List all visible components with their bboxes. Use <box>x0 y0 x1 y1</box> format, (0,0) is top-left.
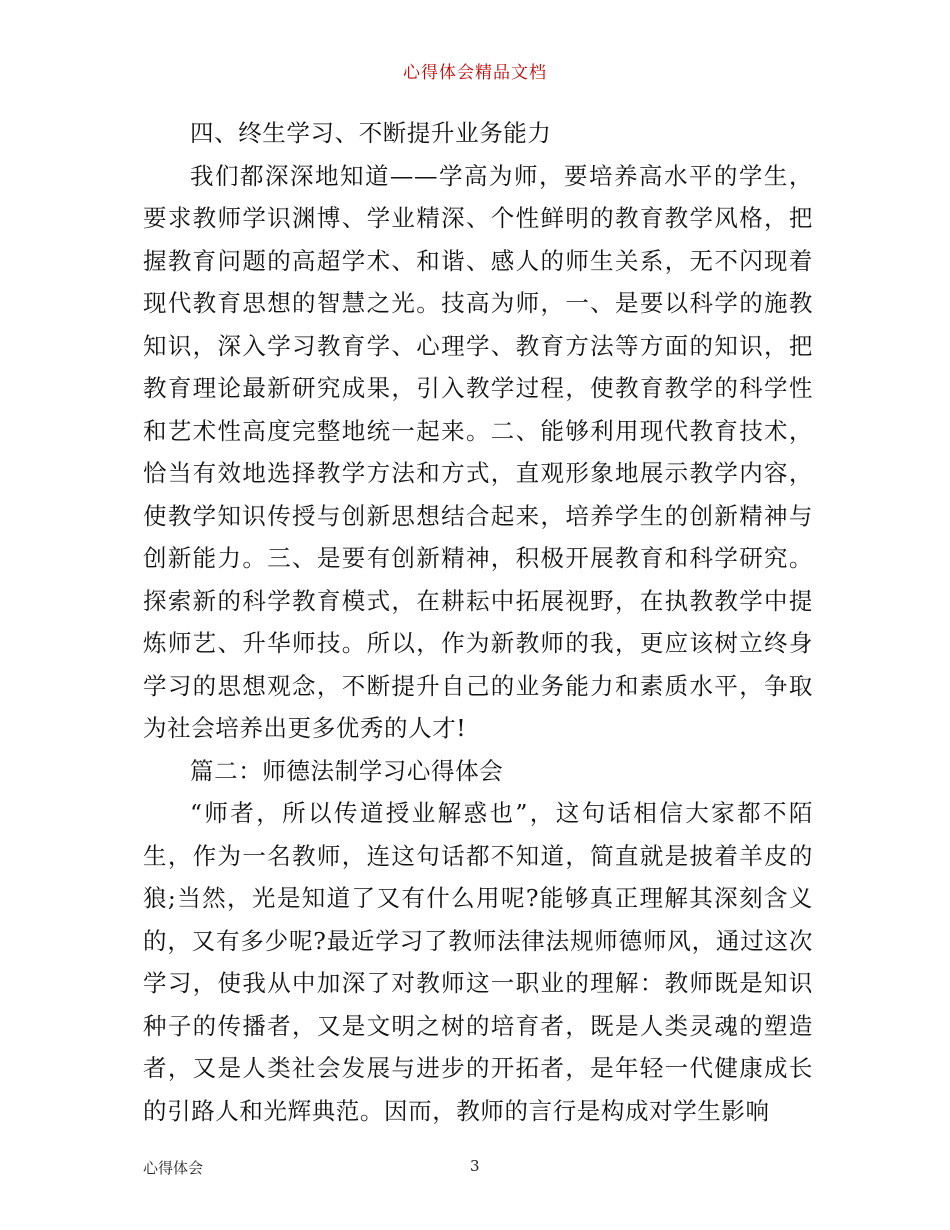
document-body <box>143 112 813 1132</box>
paragraph: 我们都深深地知道——学高为师，要培养高水平的学生，要求教师学识渊博、学业精深、个性鲜明的教育教学风格，把握教育问题的高超学术、和谐、感人的师生关系，无不闪现着现代教育思想的智慧之光。技高为师，一、是要以科学的施教知识，深入学习教育学、心理学、教育方法等方面的知识，把教育理论最新研究成果，引入教学过程，使教育教学的科学性和艺术性高度完整地统一起来。二、能够利用现代教育技术，恰当有效地选择教学方法和方式，直观形象地展示教学内容，使教学知识传授与创新思想结合起来，培养学生的创新精神与创新能力。三、是要有创新精神，积极开展教育和科学研究。探索新的科学教育模式，在耕耘中拓展视野，在执教教学中提炼师艺、升华师技。所以，作为新教师的我，更应该树立终身学习的思想观念，不断提升自己的业务能力和素质水平，争取为社会培养出更多优秀的人才! <box>143 161 813 742</box>
page-header: 心得体会精品文档 <box>403 63 547 83</box>
article-title: 篇二：师德法制学习心得体会 <box>190 756 504 785</box>
paragraph: “师者，所以传道授业解惑也”，这句话相信大家都不陌生，作为一名教师，连这句话都不知道，简直就是披着羊皮的狼;当然，光是知道了又有什么用呢?能够真正理解其深刻含义的，又有多少呢?最近学习了教师法律法规师德师风，通过这次学习，使我从中加深了对教师这一职业的理解：教师既是知识种子的传播者，又是文明之树的培育者，既是人类灵魂的塑造者，又是人类社会发展与进步的开拓者，是年轻一代健康成长的引路人和光辉典范。因而，教师的言行是构成对学生影响 <box>143 799 813 1125</box>
footer-label: 心得体会 <box>143 1159 204 1177</box>
section-heading: 四、终生学习、不断提升业务能力 <box>190 119 552 147</box>
page-number: 3 <box>470 1157 480 1175</box>
